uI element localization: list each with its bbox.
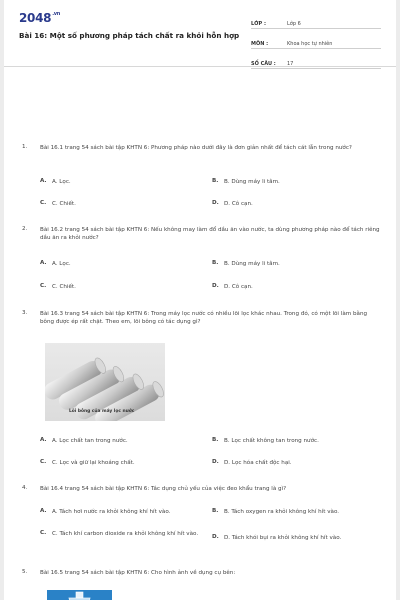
- header: [4, 0, 396, 67]
- question-number: 1.: [22, 144, 28, 150]
- option-text: B. Lọc chất không tan trong nước.: [224, 438, 319, 444]
- option-d[interactable]: [212, 283, 374, 291]
- option-letter: B.: [212, 178, 219, 184]
- option-letter: A.: [40, 508, 47, 514]
- question-number: 5.: [22, 569, 28, 575]
- option-text: D. Cô cạn.: [224, 284, 253, 290]
- option-letter: A.: [40, 260, 47, 266]
- option-text: C. Tách khí carbon dioxide ra khỏi không khí hít vào.: [52, 531, 199, 537]
- logo-suffix: .vn: [52, 11, 61, 17]
- option-c[interactable]: [40, 283, 202, 291]
- site-logo[interactable]: [19, 11, 60, 25]
- question-text: Bài 16.1 trang 54 sách bài tập KHTN 6: Phương pháp nào dưới đây là đơn giản nhất để tách cát lẫn trong nước?: [40, 145, 352, 151]
- option-text: D. Cô cạn.: [224, 201, 253, 207]
- option-text: A. Tách hơi nước ra khỏi không khí hít vào.: [52, 509, 171, 515]
- header-divider: [4, 66, 396, 67]
- question-text: Bài 16.5 trang 54 sách bài tập KHTN 6: Cho hình ảnh về dụng cụ bên:: [40, 570, 236, 576]
- option-text: A. Lọc chất tan trong nước.: [52, 438, 128, 444]
- option-c[interactable]: [40, 459, 202, 467]
- logo-text: 2048: [19, 11, 52, 25]
- option-text: C. Lọc và giữ lại khoáng chất.: [52, 460, 135, 466]
- option-letter: B.: [212, 437, 219, 443]
- option-c[interactable]: [40, 530, 202, 538]
- separatory-funnel-icon: [47, 590, 112, 600]
- option-letter: A.: [40, 437, 47, 443]
- question-text: Bài 16.4 trang 54 sách bài tập KHTN 6: Tác dụng chủ yếu của việc đeo khẩu trang là gì?: [40, 486, 287, 492]
- option-b[interactable]: [212, 178, 374, 186]
- option-text: B. Dùng máy li tâm.: [224, 261, 280, 267]
- option-letter: B.: [212, 508, 219, 514]
- option-letter: C.: [40, 200, 47, 206]
- meta-row-class: [251, 12, 381, 29]
- option-text: A. Lọc.: [52, 179, 71, 185]
- option-text: D. Lọc hóa chất độc hại.: [224, 460, 292, 466]
- question-number: 2.: [22, 226, 28, 232]
- meta-row-subject: [251, 32, 381, 49]
- option-b[interactable]: [212, 508, 374, 516]
- option-a[interactable]: [40, 178, 202, 186]
- meta-box: [251, 12, 381, 72]
- meta-label: SỐ CÂU :: [251, 61, 276, 67]
- option-letter: A.: [40, 178, 47, 184]
- option-text: C. Chiết.: [52, 201, 76, 207]
- meta-label: MÔN :: [251, 41, 269, 47]
- question-text: Bài 16.3 trang 54 sách bài tập KHTN 6: Trong máy lọc nước có nhiều lõi lọc khác nhau. Trong đó, có một lõi làm bằng bông được ép rất chặt. Theo em, lõi bông có tác dụng gì?: [40, 311, 368, 326]
- question-text: Bài 16.2 trang 54 sách bài tập KHTN 6: Nếu không may làm đổ dầu ăn vào nước, ta dùng phương pháp nào để tách riêng dầu ăn ra khỏi nước?: [40, 227, 380, 242]
- option-a[interactable]: [40, 508, 202, 516]
- option-b[interactable]: [212, 437, 374, 445]
- option-d[interactable]: [212, 200, 374, 208]
- option-text: B. Dùng máy li tâm.: [224, 179, 280, 185]
- question-number: 3.: [22, 310, 28, 316]
- option-a[interactable]: [40, 260, 202, 268]
- option-text: C. Chiết.: [52, 284, 76, 290]
- separatory-funnel-image: [47, 590, 112, 600]
- worksheet-page: [4, 0, 396, 600]
- option-text: B. Tách oxygen ra khỏi không khí hít vào.: [224, 509, 340, 515]
- meta-value: Khoa học tự nhiên: [287, 41, 333, 47]
- meta-value: 17: [287, 61, 294, 67]
- option-c[interactable]: [40, 200, 202, 208]
- page-title: Bài 16: Một số phương pháp tách chất ra khỏi hỗn hợp: [19, 31, 240, 40]
- option-b[interactable]: [212, 260, 374, 268]
- option-letter: D.: [212, 283, 219, 289]
- option-text: D. Tách khói bụi ra khỏi không khí hít vào.: [224, 535, 342, 541]
- option-d[interactable]: [212, 459, 374, 467]
- option-text: A. Lọc.: [52, 261, 71, 267]
- meta-value: Lớp 6: [287, 21, 301, 27]
- option-d[interactable]: [212, 534, 374, 542]
- option-letter: C.: [40, 530, 47, 536]
- option-letter: D.: [212, 534, 219, 540]
- option-letter: C.: [40, 459, 47, 465]
- cotton-filter-image: [45, 343, 165, 421]
- image-caption: Lõi bông của máy lọc nước: [69, 409, 135, 414]
- option-a[interactable]: [40, 437, 202, 445]
- question-number: 4.: [22, 485, 28, 491]
- option-letter: B.: [212, 260, 219, 266]
- meta-label: LỚP :: [251, 21, 266, 27]
- option-letter: D.: [212, 200, 219, 206]
- option-letter: C.: [40, 283, 47, 289]
- option-letter: D.: [212, 459, 219, 465]
